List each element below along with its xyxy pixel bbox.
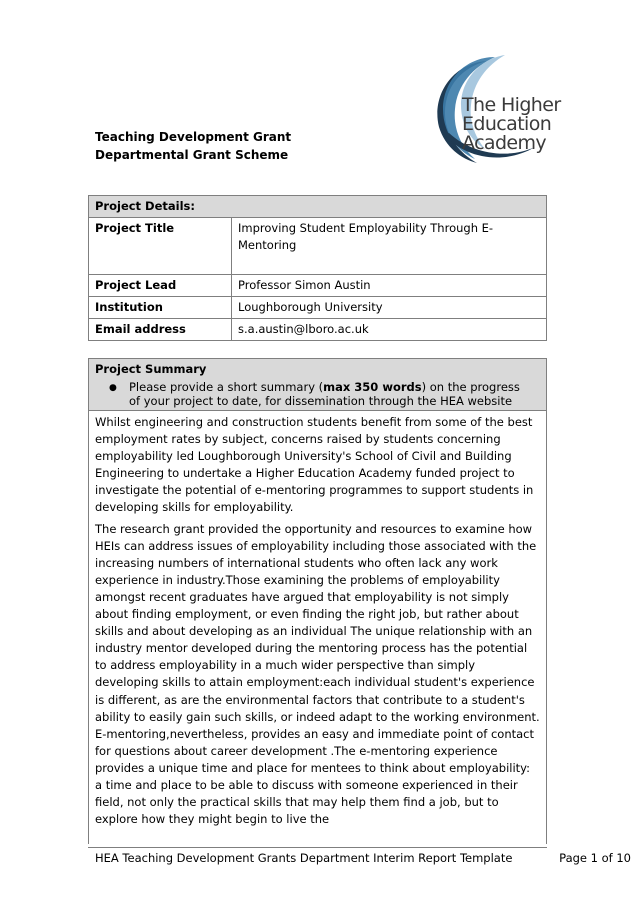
summary-paragraph-2: The research grant provided the opportunity and resources to examine how HEIs can address issues of employability including those associated with the increasing numbers of international students who often lack any work experience in industry.Those examining the problems of employability amongst recent graduates have argued that employability is not simply about finding employment, or even finding the right job, but rather about skills and about developing as an individual The unique relationship with an industry mentor developed during the mentoring process has the potential to address employability in a much wider perspective than simply developing skills to attain employment:each individual student's experience is different, as are the environmental factors that contribute to a student's ability to easily gain such skills, or indeed adapt to the working environment. E-mentoring,nevertheless, provides an easy and immediate point of contact for questions about career development .The e-mentoring experience provides a unique time and place for mentees to think about employability: a time and place to be able to discuss with someone experienced in their field, not only the practical skills that may help them find a job, but to explore how they might begin to live the: [95, 521, 540, 827]
project-details-header: [89, 196, 546, 217]
row-value: Improving Student Employability Through E-Mentoring: [238, 221, 494, 252]
project-details-heading: Project Details:: [95, 199, 195, 213]
table-row: [89, 217, 546, 274]
row-label: Email address: [89, 319, 232, 340]
table-row: [89, 296, 546, 318]
project-details-table: [88, 195, 547, 341]
title-line-1: Teaching Development Grant: [95, 130, 292, 144]
summary-paragraph-1: Whilst engineering and construction students benefit from some of the best employment rates by subject, concerns raised by students concerning employability led Loughborough University's School of Civil and Building Engineering to undertake a Higher Education Academy funded project to investigate the potential of e-mentoring programmes to support students in developing skills for employability.: [95, 415, 534, 515]
row-label: Project Lead: [89, 275, 232, 296]
summary-instruction-text: [129, 380, 546, 408]
project-summary-heading: Project Summary: [95, 362, 207, 376]
document-title: [95, 128, 291, 164]
project-summary-table: [88, 358, 547, 844]
instruction-pre: Please provide a short summary (: [129, 380, 324, 394]
title-line-2: Departmental Grant Scheme: [95, 148, 289, 162]
project-summary-header: [89, 359, 546, 410]
row-label: Institution: [89, 297, 232, 318]
row-value: Professor Simon Austin: [238, 278, 371, 292]
table-row: [89, 318, 546, 340]
instruction-bold: max 350 words: [323, 380, 422, 394]
row-value: s.a.austin@lboro.ac.uk: [238, 322, 369, 336]
footer-title: HEA Teaching Development Grants Department Interim Report Template: [95, 851, 513, 865]
summary-body-row: [89, 410, 546, 834]
logo-line-3: Academy: [462, 132, 547, 154]
logo-line-1: The Higher: [462, 94, 561, 116]
summary-instruction: [89, 380, 546, 408]
bullet-icon: ●: [109, 383, 117, 393]
footer-divider: [88, 847, 547, 848]
page-number: Page 1 of 10: [559, 851, 631, 865]
instruction-post: ) on the progress of your project to date, for dissemination through the HEA website: [129, 380, 520, 408]
hea-logo-text: [462, 94, 561, 154]
summary-body: [89, 411, 546, 834]
row-value: Loughborough University: [238, 300, 383, 314]
row-label: Project Title: [89, 218, 232, 274]
table-row: [89, 274, 546, 296]
page-footer: [95, 851, 631, 865]
logo-line-2: Education: [462, 113, 552, 135]
